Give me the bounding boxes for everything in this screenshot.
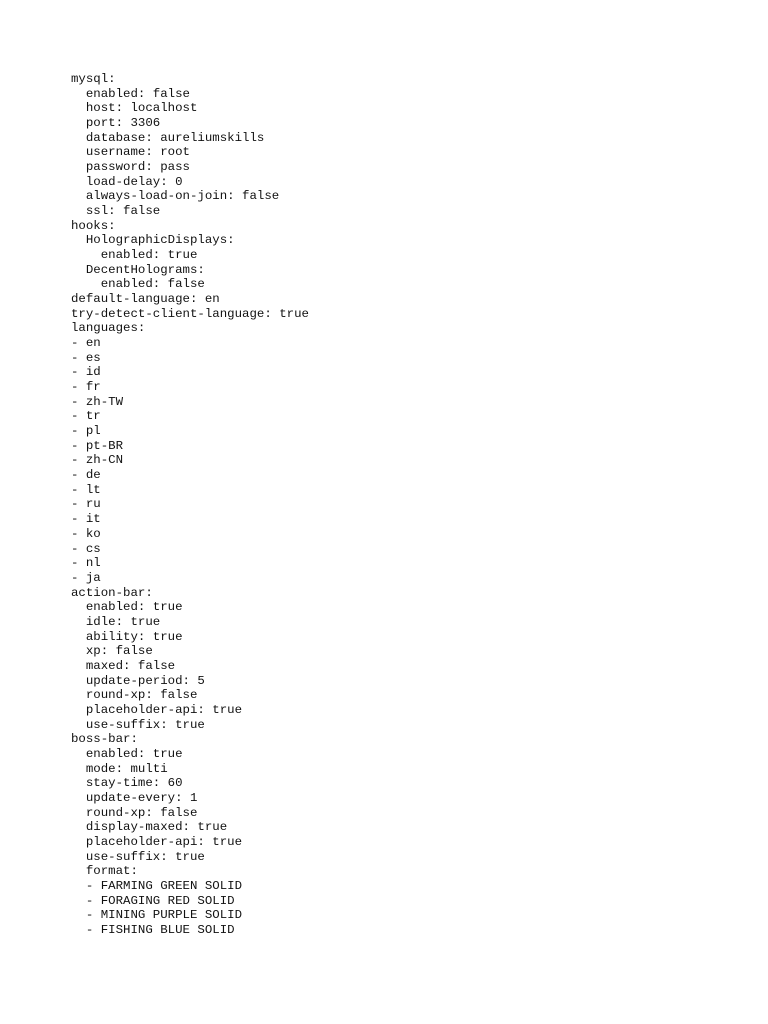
config-line: enabled: false bbox=[71, 277, 205, 292]
config-line: - ru bbox=[71, 497, 101, 512]
config-line: - FISHING BLUE SOLID bbox=[71, 922, 235, 937]
config-line: - pt-BR bbox=[71, 438, 124, 453]
config-line: action-bar: bbox=[71, 585, 153, 600]
config-line: database: aureliumskills bbox=[71, 130, 265, 145]
config-line: - en bbox=[71, 336, 101, 351]
config-line: enabled: true bbox=[71, 746, 183, 761]
config-line: - fr bbox=[71, 380, 101, 395]
yaml-config-text bbox=[71, 72, 309, 938]
config-line: update-every: 1 bbox=[71, 790, 198, 805]
config-line: languages: bbox=[71, 321, 146, 336]
config-line: ability: true bbox=[71, 629, 183, 644]
config-line: mode: multi bbox=[71, 761, 168, 776]
config-line: - id bbox=[71, 365, 101, 380]
config-line: xp: false bbox=[71, 644, 153, 659]
config-line: username: root bbox=[71, 145, 190, 160]
config-line: round-xp: false bbox=[71, 688, 198, 703]
config-line: maxed: false bbox=[71, 658, 176, 673]
config-line: - tr bbox=[71, 409, 101, 424]
config-line: default-language: en bbox=[71, 292, 220, 307]
config-line: port: 3306 bbox=[71, 116, 161, 131]
config-line: - zh-CN bbox=[71, 453, 124, 468]
config-line: boss-bar: bbox=[71, 732, 138, 747]
config-line: always-load-on-join: false bbox=[71, 189, 280, 204]
config-line: - lt bbox=[71, 482, 101, 497]
config-line: ssl: false bbox=[71, 204, 161, 219]
config-line: stay-time: 60 bbox=[71, 776, 183, 791]
config-line: - it bbox=[71, 512, 101, 527]
config-line: display-maxed: true bbox=[71, 820, 228, 835]
config-line: round-xp: false bbox=[71, 805, 198, 820]
config-line: password: pass bbox=[71, 160, 190, 175]
config-line: - ja bbox=[71, 570, 101, 585]
config-line: - FORAGING RED SOLID bbox=[71, 893, 235, 908]
config-line: format: bbox=[71, 864, 138, 879]
config-line: HolographicDisplays: bbox=[71, 233, 235, 248]
config-line: - nl bbox=[71, 556, 101, 571]
config-line: mysql: bbox=[71, 72, 116, 86]
config-line: placeholder-api: true bbox=[71, 834, 243, 849]
config-line: enabled: true bbox=[71, 248, 198, 263]
config-line: use-suffix: true bbox=[71, 849, 205, 864]
config-line: idle: true bbox=[71, 614, 161, 629]
config-line: hooks: bbox=[71, 218, 116, 233]
config-line: - cs bbox=[71, 541, 101, 556]
config-line: - zh-TW bbox=[71, 394, 124, 409]
config-line: update-period: 5 bbox=[71, 673, 205, 688]
config-line: try-detect-client-language: true bbox=[71, 306, 309, 321]
config-line: enabled: false bbox=[71, 86, 190, 101]
config-line: - MINING PURPLE SOLID bbox=[71, 908, 243, 923]
config-line: host: localhost bbox=[71, 101, 198, 116]
config-line: - es bbox=[71, 350, 101, 365]
config-line: - ko bbox=[71, 526, 101, 541]
config-line: enabled: true bbox=[71, 600, 183, 615]
config-line: load-delay: 0 bbox=[71, 174, 183, 189]
config-line: placeholder-api: true bbox=[71, 702, 243, 717]
config-line: DecentHolograms: bbox=[71, 262, 205, 277]
config-line: use-suffix: true bbox=[71, 717, 205, 732]
config-line: - pl bbox=[71, 424, 101, 439]
config-line: - FARMING GREEN SOLID bbox=[71, 878, 243, 893]
config-line: - de bbox=[71, 468, 101, 483]
